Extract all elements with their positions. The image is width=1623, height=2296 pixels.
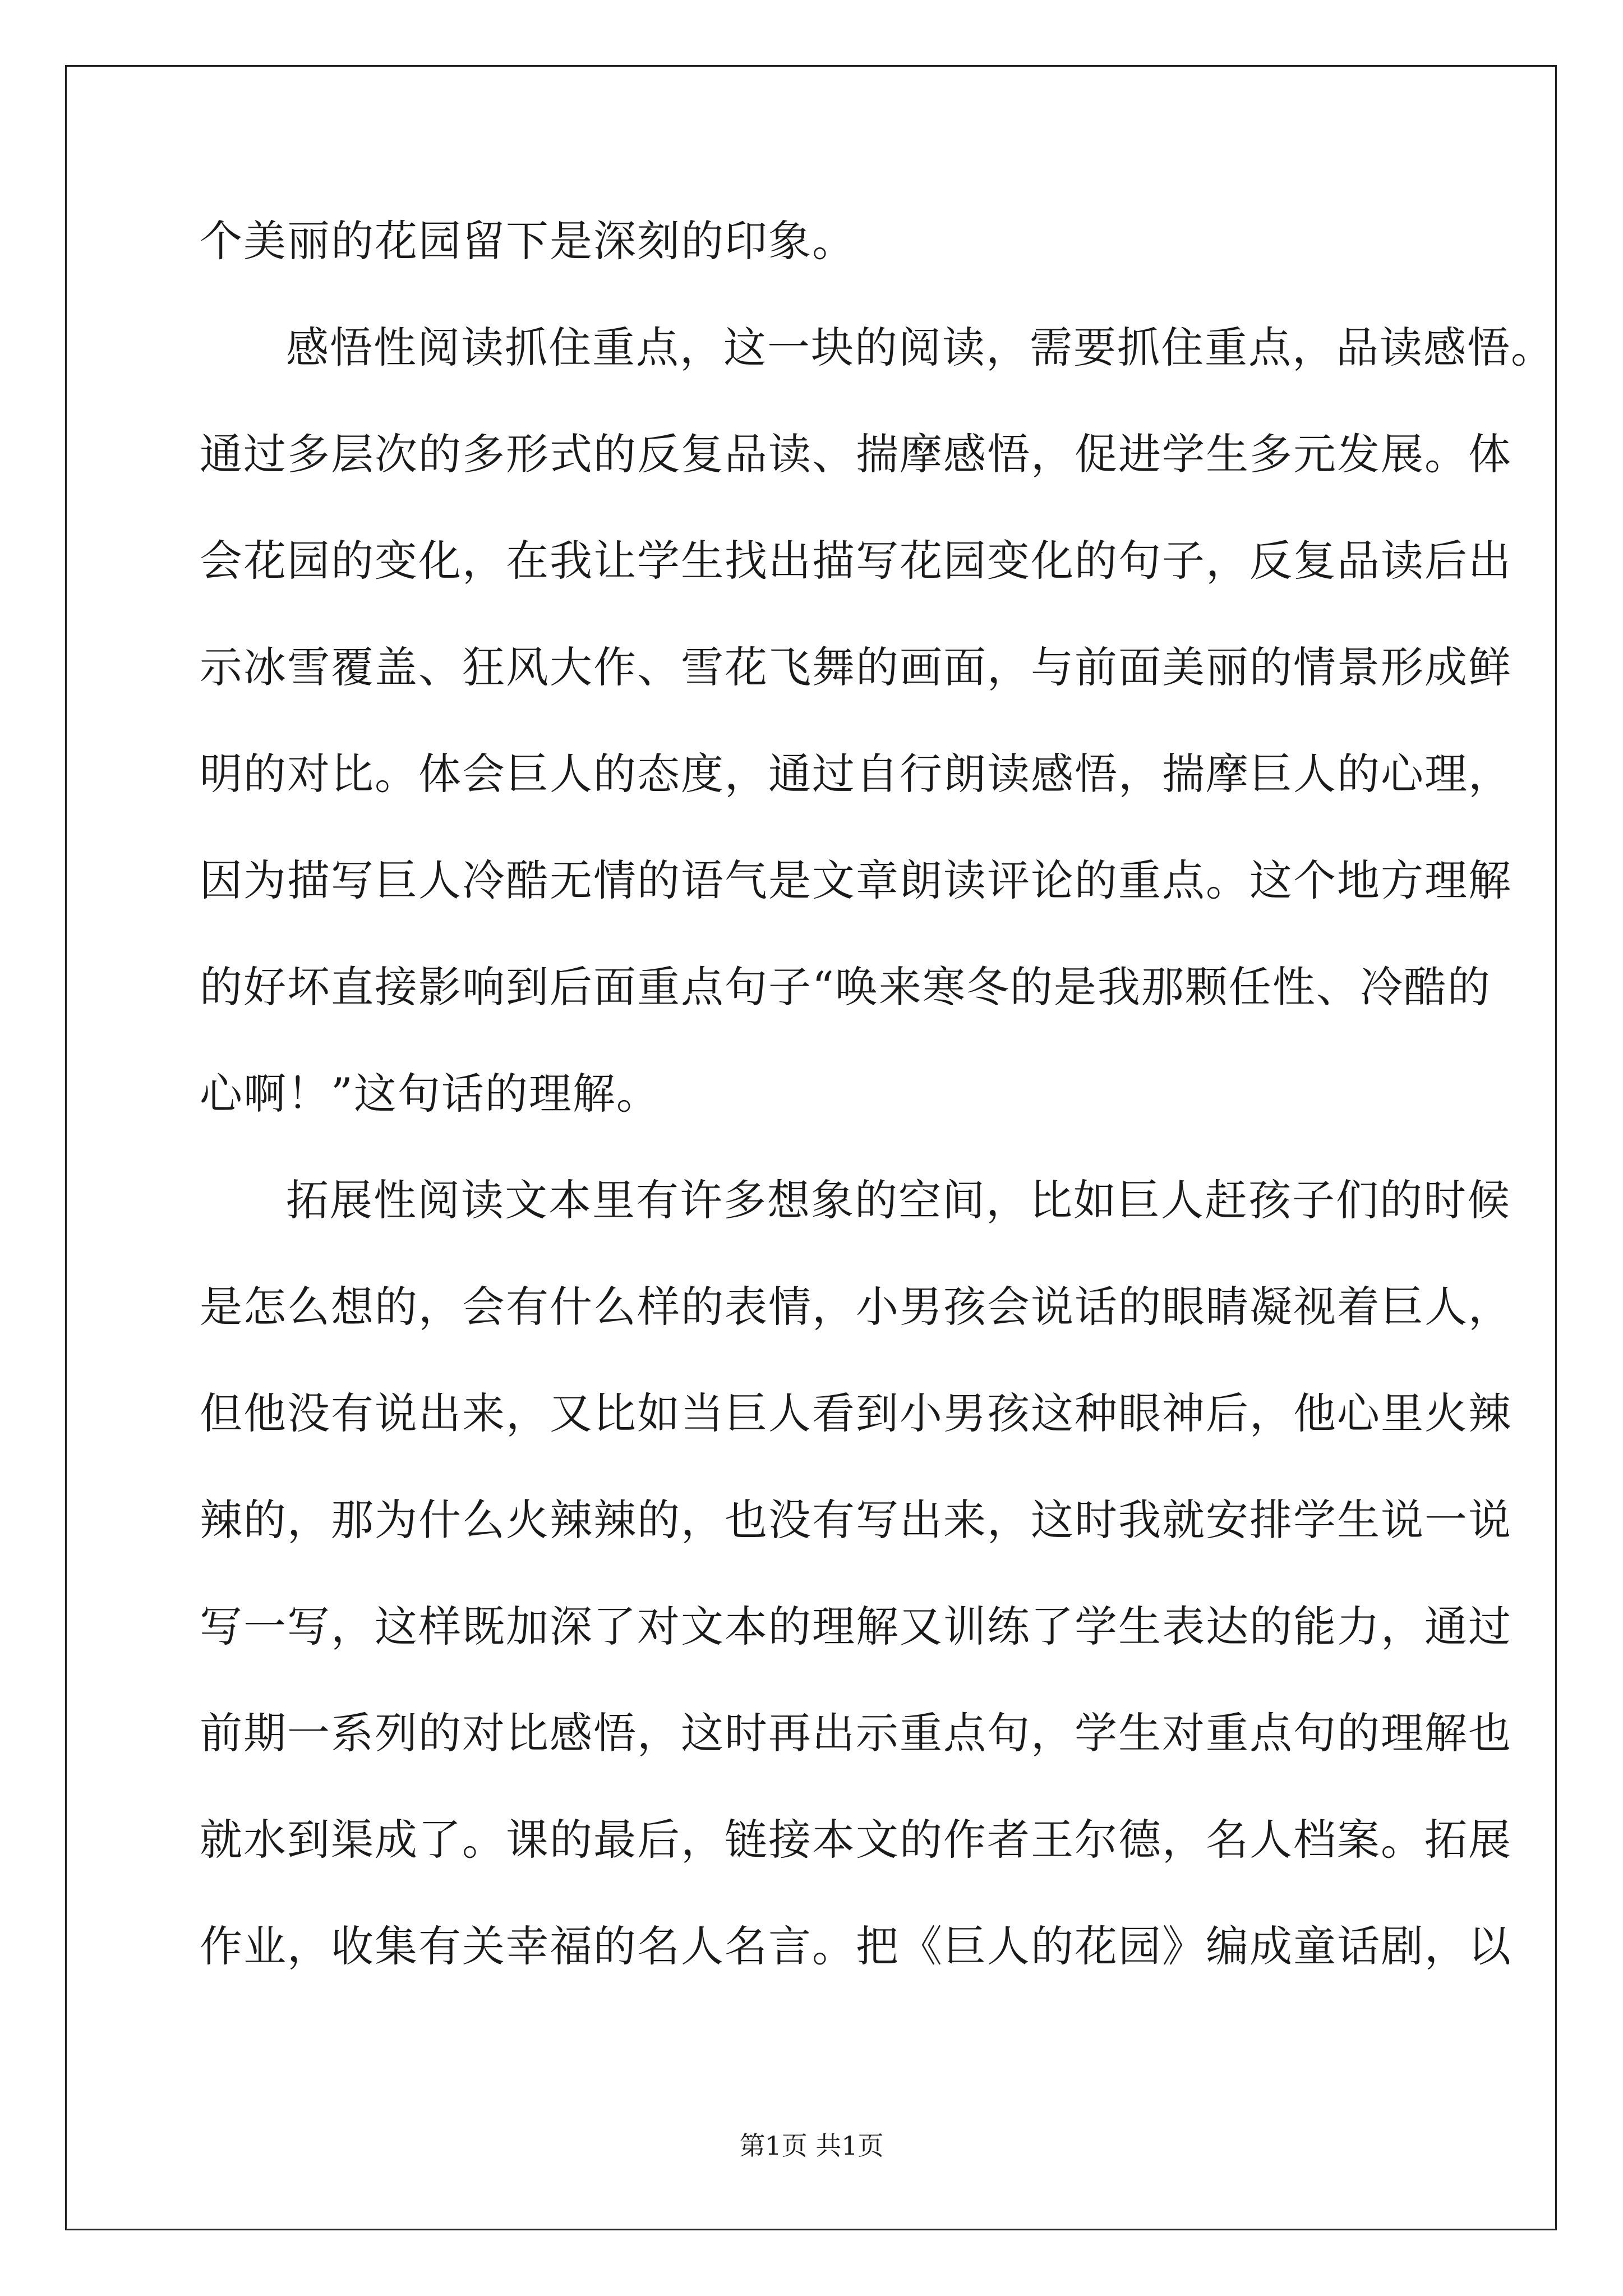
text-line: 就水到渠成了。课的最后，链接本文的作者王尔德，名人档案。拓展 [200,1815,1512,1865]
text-line: 辣的，那为什么火辣辣的，也没有写出来，这时我就安排学生说一说 [200,1495,1512,1545]
paragraph-first-line: 拓展性阅读文本里有许多想象的空间，比如巨人赶孩子们的时候 [286,1175,1511,1225]
text-line: 会花园的变化，在我让学生找出描写花园变化的句子，反复品读后出 [200,536,1512,586]
text-line: 是怎么想的，会有什么样的表情，小男孩会说话的眼睛凝视着巨人， [200,1282,1512,1332]
text-line: 因为描写巨人冷酷无情的语气是文章朗读评论的重点。这个地方理解 [200,855,1512,905]
text-line: 但他没有说出来，又比如当巨人看到小男孩这种眼神后，他心里火辣 [200,1388,1512,1438]
paragraph-first-line: 感悟性阅读抓住重点，这一块的阅读，需要抓住重点，品读感悟。 [286,323,1555,372]
page-number-footer: 第1页 共1页 [739,2131,884,2161]
text-line: 前期一系列的对比感悟，这时再出示重点句，学生对重点句的理解也 [200,1708,1512,1758]
text-line: 写一写，这样既加深了对文本的理解又训练了学生表达的能力，通过 [200,1602,1512,1651]
text-line: 示冰雪覆盖、狂风大作、雪花飞舞的画面，与前面美丽的情景形成鲜 [200,642,1512,692]
text-line: 个美丽的花园留下是深刻的印象。 [200,216,856,266]
text-line: 心啊！”这句话的理解。 [200,1069,660,1119]
text-line: 明的对比。体会巨人的态度，通过自行朗读感悟，揣摩巨人的心理， [200,749,1512,799]
text-line: 作业，收集有关幸福的名人名言。把《巨人的花园》编成童话剧，以 [200,1921,1512,1971]
text-line: 通过多层次的多形式的反复品读、揣摩感悟，促进学生多元发展。体 [200,429,1512,479]
text-line: 的好坏直接影响到后面重点句子“唤来寒冬的是我那颗任性、冷酷的 [200,962,1491,1012]
